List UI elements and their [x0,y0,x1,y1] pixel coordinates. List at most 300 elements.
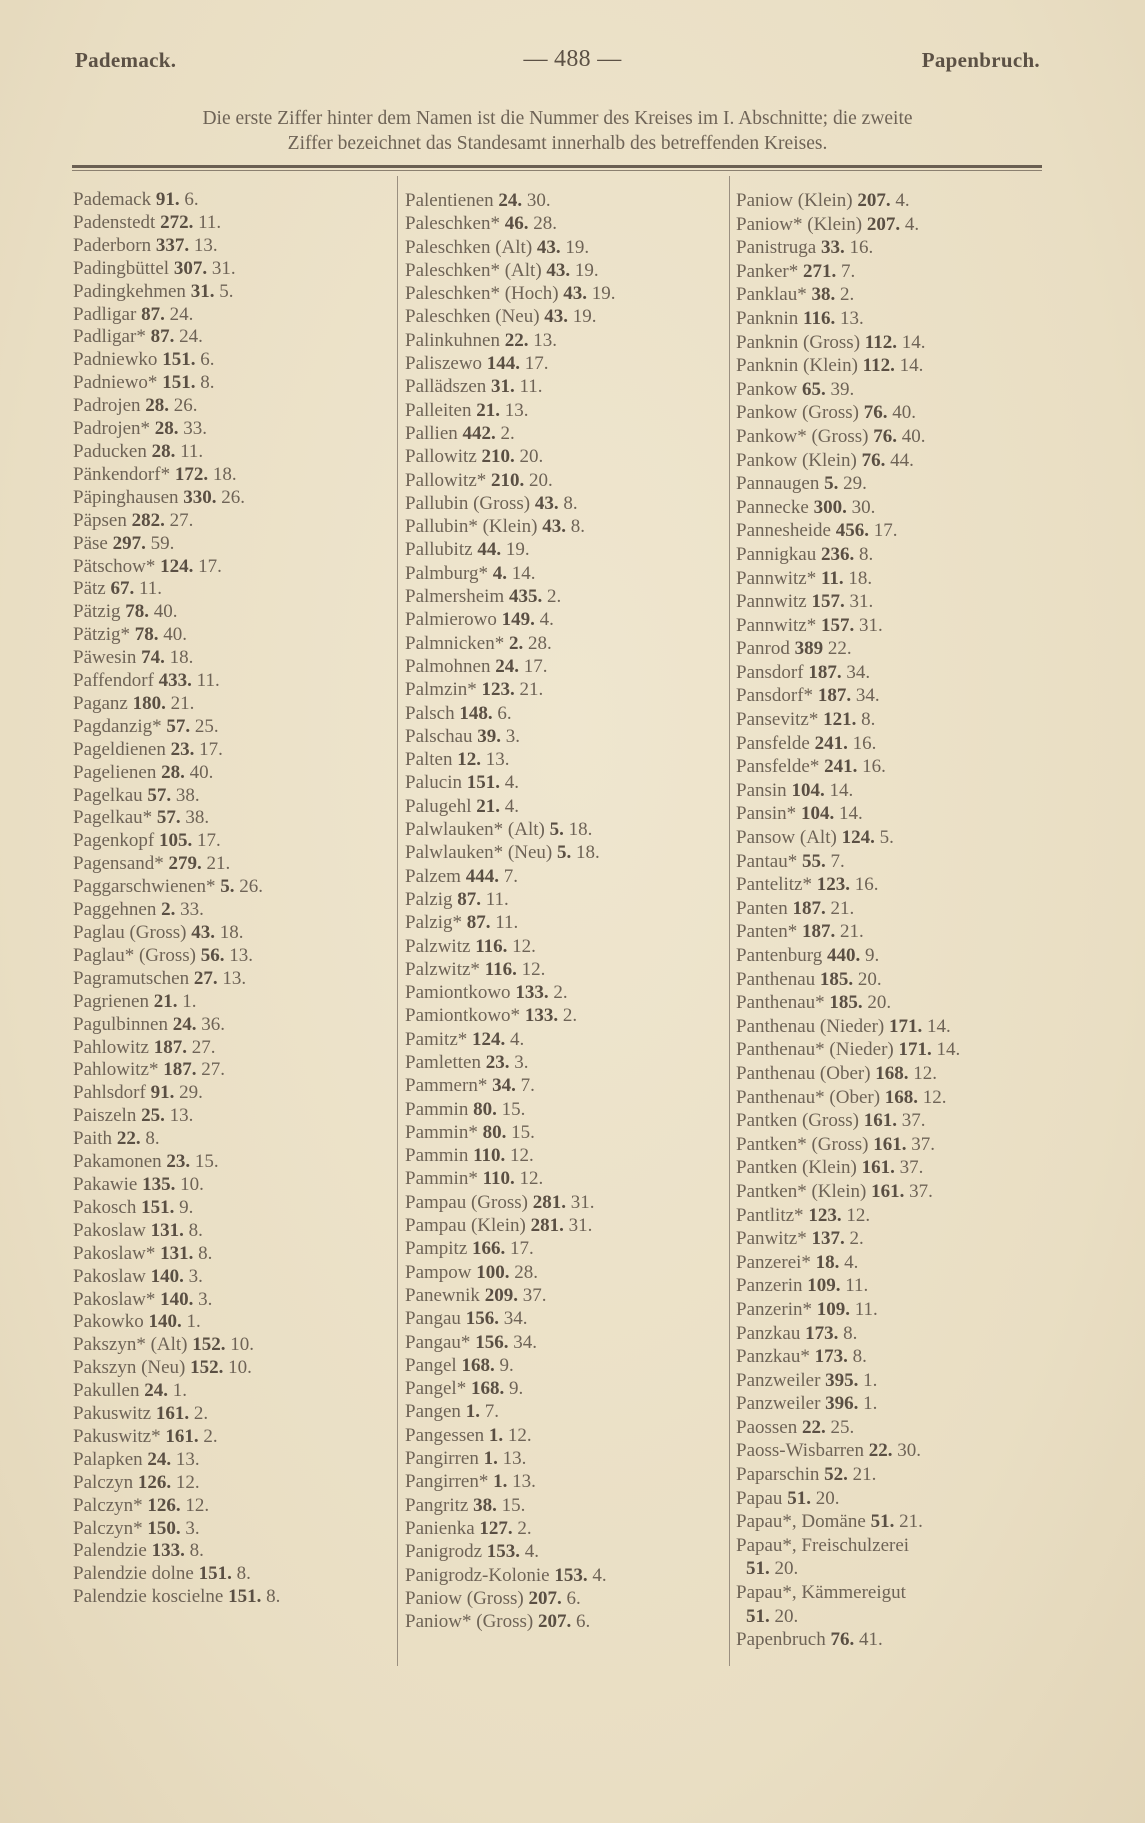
index-entry [73,578,280,601]
registry-office-number: 16. [862,756,886,778]
index-column-1 [73,189,280,1609]
index-entry [736,189,960,213]
district-number: 157. [820,614,855,636]
index-entry [73,807,280,830]
index-entry [736,1133,960,1157]
registry-office-number: 8. [858,543,874,565]
registry-office-number: 13. [175,1448,200,1470]
district-number: 87. [466,912,491,934]
place-name: Paleschken (Alt) [405,236,533,258]
place-name: Paoss-Wisbarren [736,1440,864,1462]
registry-office-number: 20. [815,1487,840,1509]
district-number: 57. [147,784,172,806]
index-entry [736,1180,960,1204]
place-name: Palmburg* [405,562,489,584]
place-name: Pallubin (Gross) [405,492,531,514]
place-name: Panzkau [736,1322,801,1344]
registry-office-number: 19. [574,259,599,281]
registry-office-number: 20. [857,968,882,990]
place-name: Pallien [405,422,458,444]
place-name: Papau*, Freischulzerei [736,1534,910,1556]
district-number: 28. [151,440,176,462]
index-entry [73,1495,280,1518]
index-entry [405,1284,616,1307]
district-number: 396. [825,1393,859,1415]
district-number: 281. [532,1191,566,1213]
district-number: 153. [554,1564,588,1586]
index-entry [736,1062,960,1086]
place-name: Pakowko [73,1311,144,1333]
place-name: Pantelitz* [736,874,812,896]
index-entry [736,567,960,591]
district-number: 171. [889,1015,923,1037]
place-name: Pantenburg [736,945,823,966]
registry-office-number: 40. [153,601,178,623]
district-number: 185. [829,992,863,1014]
index-entry [405,1307,616,1330]
index-entry-continuation [736,1605,960,1629]
district-number: 23. [170,738,195,760]
index-entry [73,693,280,716]
registry-office-number: 8. [852,1346,867,1368]
district-number: 207. [538,1611,572,1633]
registry-office-number: 9. [499,1354,514,1376]
index-entry [405,422,616,445]
place-name: Pakoslaw* [73,1242,156,1264]
district-number: 187. [153,1036,187,1058]
district-number: 126. [137,1471,172,1493]
index-entry [736,1274,960,1298]
district-number: 152. [190,1357,224,1379]
registry-office-number: 15. [501,1494,526,1516]
district-number: 80. [473,1098,497,1120]
district-number: 133. [524,1005,559,1027]
index-entry [405,888,616,911]
registry-office-number: 8. [563,492,578,514]
district-number: 80. [482,1121,507,1143]
registry-office-number: 13. [485,749,510,771]
index-entry [405,1214,616,1237]
registry-office-number: 7. [503,865,518,887]
registry-office-number: 18. [219,922,244,943]
place-name: Pagelienen [73,761,157,783]
registry-office-number: 17. [198,555,222,577]
place-name: Palmierowo [405,609,497,631]
district-number: 87. [141,303,165,325]
district-number: 55. [801,850,826,872]
district-number: 433. [158,670,192,692]
place-name: Paggehnen [73,899,157,921]
registry-office-number: 17. [197,830,221,852]
district-number: 337. [155,234,190,256]
registry-office-number: 4. [904,213,920,235]
place-name: Pakoslaw [73,1265,146,1287]
registry-office-number: 26. [173,395,198,417]
index-entry [405,1331,616,1354]
right-catchword: Papenbruch. [921,48,1040,72]
place-name: Paniow (Gross) [405,1587,524,1609]
index-entry [73,212,280,235]
index-entry [736,213,960,237]
index-entry [73,510,280,533]
place-name: Pakszyn* (Alt) [73,1334,188,1356]
place-name: Panker* [736,260,799,282]
index-entry [405,1400,616,1423]
registry-office-number: 13. [229,944,253,966]
index-entry [405,1051,616,1074]
district-number: 51. [870,1511,895,1533]
place-name: Pampitz [405,1238,468,1260]
registry-office-number: 9. [508,1378,524,1400]
index-entry [736,543,960,567]
place-name: Pakosch [73,1196,137,1218]
district-number: 153. [486,1541,521,1563]
place-name: Padrojen [73,395,141,417]
registry-office-number: 13. [533,329,557,351]
place-name: Panknin [736,307,799,329]
place-name: Pannwitz* [736,567,817,589]
district-number: 87. [150,326,175,348]
district-number: 110. [473,1145,506,1167]
place-name: Pammin [405,1098,469,1120]
district-number: 56. [200,944,225,966]
district-number: 279. [168,853,202,875]
place-name: Panknin (Gross) [736,331,861,353]
district-number: 51. [746,1558,770,1580]
place-name: Panzweiler [736,1369,821,1391]
registry-office-number: 26. [221,486,246,508]
place-name: Pänkendorf* [73,463,171,485]
place-name: Pansdorf [736,661,804,683]
index-entry [405,492,616,515]
index-entry [736,779,960,803]
place-name: Paniow* (Gross) [405,1611,534,1633]
index-entry [73,1334,280,1357]
place-name: Pallowitz* [405,469,487,491]
place-name: Palsch [405,702,455,724]
registry-office-number: 11. [196,670,220,692]
index-entry [73,1082,280,1105]
district-number: 1. [488,1424,504,1446]
registry-office-number: 3. [198,1288,213,1310]
place-name: Pätz [73,578,106,600]
registry-office-number: 11. [845,1275,869,1297]
index-entry [405,399,616,422]
place-name: Palmzin* [405,679,477,701]
place-name: Pansin* [736,803,797,825]
place-name: Paganz [73,692,128,714]
place-name: Paleschken* [405,213,500,235]
district-number: 187. [792,897,826,919]
district-number: 300. [813,496,847,518]
index-entry [73,1380,280,1403]
registry-office-number: 12. [512,935,536,957]
district-number: 161. [155,1403,190,1425]
place-name: Pahlowitz [73,1036,149,1058]
registry-office-number: 3. [505,725,521,747]
district-number: 67. [110,578,135,600]
place-name: Pakszyn (Neu) [73,1357,186,1379]
index-entry [73,556,280,579]
index-entry [736,1463,960,1487]
registry-office-number: 11. [495,912,519,934]
index-entry [73,395,280,418]
index-entry [736,1156,960,1180]
registry-office-number: 37. [522,1284,547,1306]
registry-office-number: 8. [843,1322,858,1344]
registry-office-number: 16. [854,874,879,896]
registry-office-number: 2. [849,1228,864,1250]
index-entry [736,354,960,378]
district-number: 168. [884,1086,919,1108]
registry-office-number: 31. [211,257,236,279]
district-number: 109. [816,1298,850,1320]
index-entry [405,1517,616,1540]
registry-office-number: 40. [189,761,214,783]
place-name: Pagdanzig* [73,715,162,737]
index-entry [736,425,960,449]
index-entry [73,945,280,968]
index-entry [736,1369,960,1393]
district-number: 43. [191,922,215,943]
district-number: 43. [534,492,559,514]
index-entry [736,1204,960,1228]
registry-office-number: 1. [863,1369,878,1391]
index-entry [73,1243,280,1266]
place-name: Pamiontkowo [405,982,511,1004]
place-name: Pansevitz* [736,709,819,731]
index-entry [73,785,280,808]
place-name: Pätzig* [73,624,130,646]
district-number: 137. [811,1228,845,1250]
index-entry [736,1534,960,1558]
index-entry [73,258,280,281]
district-number: 28. [161,761,185,783]
district-number: 150. [147,1517,181,1539]
place-name: Paglau (Gross) [73,922,187,943]
index-entry [73,1311,280,1334]
district-number: 180. [132,692,166,714]
place-name: Pangel* [405,1378,467,1400]
place-name: Paducken [73,440,147,462]
district-number: 112. [864,331,897,353]
district-number: 123. [808,1204,842,1226]
registry-office-number: 10. [180,1173,204,1195]
registry-office-number: 37. [911,1133,935,1155]
place-name: Pantau* [736,850,798,872]
district-number: 5. [220,876,235,898]
registry-office-number: 31. [568,1215,593,1237]
index-entry [405,1028,616,1051]
registry-office-number: 22. [827,638,852,660]
index-entry [405,259,616,282]
index-entry [736,637,960,661]
registry-office-number: 2. [562,1005,578,1027]
district-number: 22. [801,1416,826,1438]
district-number: 116. [475,935,508,957]
index-entry [405,375,616,398]
district-number: 124. [841,827,875,849]
index-entry [405,1494,616,1517]
place-name: Pakuswitz [73,1403,152,1425]
district-number: 38. [473,1494,497,1516]
district-number: 22. [504,329,529,351]
index-entry [73,1357,280,1380]
registry-office-number: 7. [520,1075,535,1097]
place-name: Pammin* [405,1168,478,1190]
registry-office-number: 21. [839,921,864,943]
place-name: Pankow* (Gross) [736,425,869,447]
district-number: 171. [898,1039,932,1061]
district-number: 24. [498,190,523,211]
registry-office-number: 13. [169,1105,194,1127]
note-line-1: Die erste Ziffer hinter dem Namen ist die Nummer des Kreises im I. Abschnitte; die zweite [202,108,913,129]
district-number: 5. [824,473,839,495]
district-number: 78. [125,601,149,623]
registry-office-number: 12. [185,1494,210,1516]
place-name: Pannecke [736,496,809,518]
place-name: Pannwitz [736,591,807,613]
index-entry [736,283,960,307]
registry-office-number: 27. [169,509,194,531]
index-entry [73,349,280,372]
district-number: 116. [803,307,836,329]
registry-office-number: 3. [514,1051,529,1073]
place-name: Padingkehmen [73,280,186,302]
district-number: 28. [154,418,179,440]
index-entry [405,1237,616,1260]
index-entry [405,725,616,748]
district-number: 187. [808,661,842,683]
registry-office-number: 8. [236,1563,251,1585]
place-name: Palzig [405,888,453,910]
district-number: 127. [479,1517,513,1539]
index-entry [736,850,960,874]
registry-office-number: 18. [169,647,194,669]
index-entry [736,472,960,496]
place-name: Päpsen [73,509,127,531]
registry-office-number: 34. [846,661,871,683]
place-name: Panzkau* [736,1346,810,1368]
district-number: 38. [811,284,836,306]
place-name: Pakamonen [73,1151,162,1173]
district-number: 241. [824,756,858,778]
place-name: Panzerei* [736,1251,811,1273]
registry-office-number: 20. [774,1558,799,1580]
registry-office-number: 5. [219,280,234,302]
district-number: 131. [150,1219,184,1241]
index-entry [405,236,616,259]
registry-office-number: 26. [239,876,263,898]
registry-office-number: 8. [200,372,215,394]
district-number: 25. [141,1105,165,1127]
place-name: Paglau* (Gross) [73,944,196,966]
index-entry [736,590,960,614]
index-entry [73,1105,280,1128]
registry-office-number: 1. [186,1311,201,1333]
index-entry [736,684,960,708]
registry-office-number: 21. [899,1511,923,1533]
index-entry [73,1540,280,1563]
index-entry [736,802,960,826]
index-entry [73,372,280,395]
registry-office-number: 37. [899,1157,924,1179]
registry-office-number: 1. [863,1393,878,1415]
place-name: Palleiten [405,399,472,421]
index-entry [736,920,960,944]
index-entry [736,897,960,921]
registry-office-number: 7. [484,1401,499,1423]
registry-office-number: 3. [188,1265,203,1287]
registry-office-number: 2. [553,982,568,1004]
index-entry [405,1610,616,1633]
place-name: Panistruga [736,237,817,259]
district-number: 24. [147,1448,172,1470]
index-entry [405,1144,616,1167]
registry-office-number: 15. [501,1098,526,1120]
district-number: 33. [820,237,845,259]
place-name: Pantlitz* [736,1204,804,1226]
index-entry [736,661,960,685]
place-name: Palucin [405,772,462,794]
registry-office-number: 4. [592,1564,607,1586]
place-name: Pangen [405,1401,461,1423]
place-name: Pätzig [73,601,121,623]
registry-office-number: 4. [844,1251,859,1273]
registry-office-number: 27. [201,1059,225,1081]
registry-office-number: 14. [899,355,924,377]
place-name: Pakullen [73,1380,140,1402]
registry-office-number: 20. [519,446,544,468]
place-name: Panzweiler [736,1393,821,1415]
index-entry [73,716,280,739]
district-number: 51. [787,1487,811,1509]
place-name: Palinkuhnen [405,329,500,351]
registry-office-number: 6. [200,349,215,371]
index-entry [73,1151,280,1174]
index-entry [405,1074,616,1097]
index-entry [405,212,616,235]
index-entry [736,1086,960,1110]
index-entry [405,678,616,701]
index-entry [405,1121,616,1144]
registry-office-number: 11. [198,211,222,233]
left-catchword: Pademack. [75,48,177,72]
index-entry [73,624,280,647]
place-name: Padrojen* [73,418,151,440]
district-number: 76. [861,449,886,471]
index-entry [405,1167,616,1190]
place-name: Pamitz* [405,1028,468,1050]
district-number: 104. [791,779,825,801]
place-name: Panewnik [405,1284,480,1306]
index-entry [73,1403,280,1426]
district-number: 2. [508,632,524,654]
registry-office-number: 33. [180,899,204,921]
district-number: 21. [153,990,178,1012]
district-number: 148. [459,702,493,724]
place-name: Paffendorf [73,670,154,692]
district-number: 24. [172,1013,197,1035]
place-name: Pantken (Klein) [736,1157,857,1179]
registry-office-number: 27. [191,1036,216,1058]
place-name: Papenbruch [736,1629,826,1651]
index-entry [736,331,960,355]
index-entry [736,1487,960,1511]
index-entry [405,608,616,631]
district-number: 241. [814,732,848,754]
district-number: 151. [198,1563,232,1585]
